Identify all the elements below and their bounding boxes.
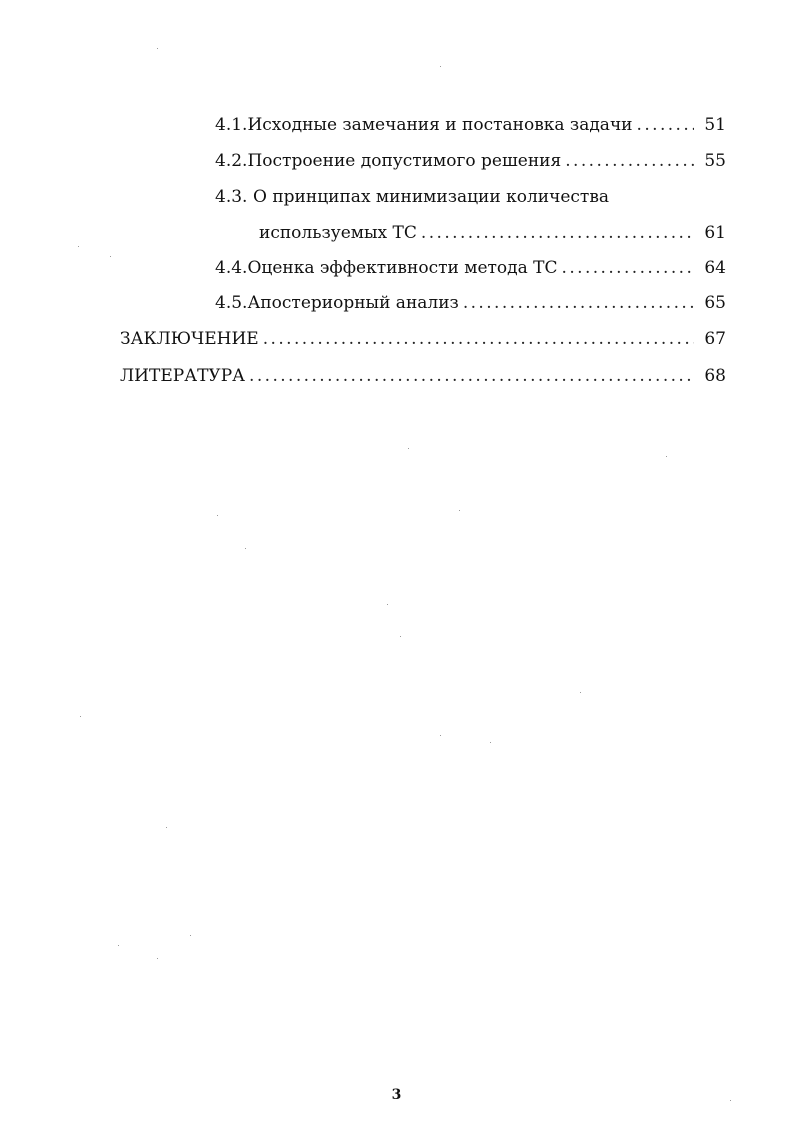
- toc-entry-title: Построение допустимого решения: [247, 151, 562, 171]
- toc-entry: [215, 151, 726, 171]
- toc-chapter-page: 67: [704, 329, 726, 349]
- scan-speck: [580, 692, 581, 693]
- toc-entry-page: 65: [704, 293, 726, 313]
- scan-speck: [490, 742, 491, 743]
- toc-entry-continuation: используемых ТС: [259, 223, 417, 243]
- toc-chapter-page: 68: [704, 366, 726, 386]
- toc-leader-dots: [263, 329, 695, 349]
- scan-speck: [157, 958, 158, 959]
- toc-leader-dots: [637, 115, 695, 135]
- toc-entry-number: 4.3.: [215, 187, 248, 207]
- scan-speck: [118, 945, 119, 946]
- toc-entry: [215, 293, 726, 313]
- scan-speck: [459, 510, 460, 511]
- toc-entry: [259, 223, 726, 243]
- toc-chapter: [120, 366, 726, 386]
- toc-entry-number: 4.4.: [215, 258, 248, 278]
- toc-entry-page: 61: [704, 223, 726, 243]
- toc-chapter-title: ЗАКЛЮЧЕНИЕ: [120, 329, 259, 349]
- scan-speck: [730, 1100, 731, 1101]
- toc-entry-page: 55: [704, 151, 726, 171]
- toc-leader-dots: [562, 258, 695, 278]
- toc-leader-dots: [565, 151, 694, 171]
- page-number: 3: [391, 1087, 402, 1103]
- toc-entry-heading: [215, 187, 609, 207]
- scan-speck: [80, 716, 81, 717]
- scan-speck: [157, 48, 158, 49]
- toc-leader-dots: [421, 223, 694, 243]
- scan-speck: [166, 827, 167, 828]
- toc-entry-number: 4.2.: [215, 151, 248, 171]
- toc-entry-number: 4.1.: [215, 115, 248, 135]
- scan-speck: [190, 935, 191, 936]
- toc-entry-page: 51: [704, 115, 726, 135]
- scan-speck: [217, 515, 218, 516]
- scan-speck: [245, 548, 246, 549]
- toc-leader-dots: [463, 293, 695, 313]
- scan-speck: [110, 256, 111, 257]
- toc-entry-title: Исходные замечания и постановка задачи: [247, 115, 633, 135]
- scan-speck: [408, 448, 409, 449]
- scan-speck: [440, 735, 441, 736]
- toc-leader-dots: [249, 366, 694, 386]
- toc-entry-page: 64: [704, 258, 726, 278]
- toc-entry-title: Апостериорный анализ: [247, 293, 459, 313]
- toc-entry-number: 4.5.: [215, 293, 248, 313]
- scan-speck: [78, 246, 79, 247]
- toc-chapter: [120, 329, 726, 349]
- scan-speck: [387, 604, 388, 605]
- toc-entry: [215, 258, 726, 278]
- scan-speck: [666, 456, 667, 457]
- toc-chapter-title: ЛИТЕРАТУРА: [120, 366, 246, 386]
- toc-entry: [215, 115, 726, 135]
- toc-entry-title: Оценка эффективности метода ТС: [247, 258, 558, 278]
- toc-entry-title: О принципах минимизации количества: [253, 187, 610, 207]
- scan-speck: [440, 66, 441, 67]
- scan-speck: [400, 636, 401, 637]
